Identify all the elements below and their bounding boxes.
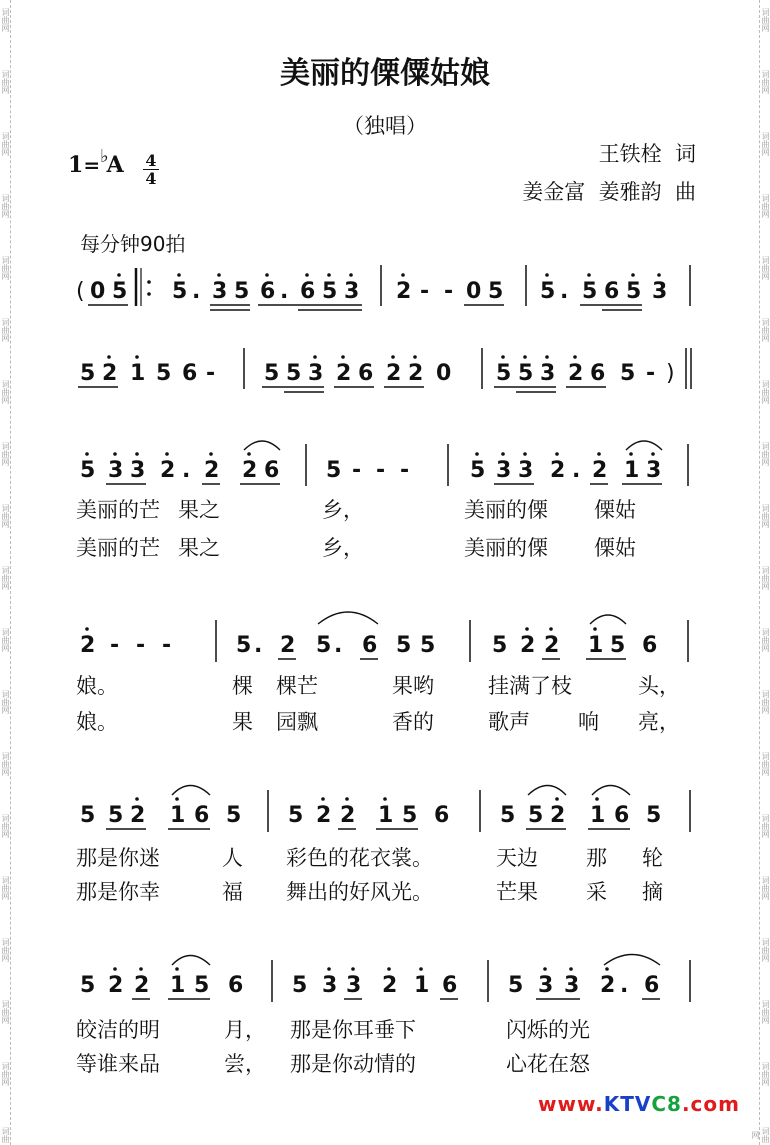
svg-text:1: 1 (130, 361, 146, 386)
lyric: 摘 (642, 880, 663, 904)
margin-watermark-text: 词曲网 (761, 442, 770, 466)
margin-watermark-text: 词曲网 (1, 318, 10, 342)
svg-text:-: - (444, 279, 454, 304)
lyric: 彩色的花衣裳。 (286, 846, 433, 870)
svg-text:5: 5 (108, 803, 124, 828)
margin-watermark-text: 词曲网 (761, 752, 770, 776)
lyric: 棵芒 (276, 674, 318, 698)
svg-text:6: 6 (300, 279, 316, 304)
svg-text:2: 2 (408, 361, 424, 386)
svg-text:2: 2 (600, 973, 616, 998)
lyricist-credit: 王铁栓 词 (598, 142, 696, 166)
svg-text:5: 5 (420, 633, 436, 658)
svg-text:5: 5 (492, 633, 508, 658)
meter-bottom: 4 (145, 169, 157, 188)
lyric: 挂满了枝 (488, 674, 572, 698)
svg-text:.: . (280, 279, 289, 304)
lyric: 园飘 (276, 710, 318, 734)
svg-text:): ) (666, 361, 675, 386)
score-row-3 (80, 441, 688, 486)
svg-text:2: 2 (340, 803, 356, 828)
svg-text:1: 1 (170, 803, 186, 828)
margin-watermark-text: 词曲网 (1, 132, 10, 156)
svg-text:5: 5 (518, 361, 534, 386)
margin-watermark-text: 词曲网 (761, 1062, 770, 1086)
svg-text:3: 3 (652, 279, 668, 304)
svg-text:2: 2 (316, 803, 332, 828)
margin-watermark-text: 词曲网 (761, 70, 770, 94)
margin-watermark-text: 词曲网 (1, 194, 10, 218)
lyric: 采 (586, 880, 607, 904)
score-row-2 (78, 348, 691, 392)
svg-text:5: 5 (620, 361, 636, 386)
svg-text:-: - (646, 361, 656, 386)
svg-text:5: 5 (288, 803, 304, 828)
svg-text:1: 1 (624, 458, 640, 483)
svg-text:-: - (206, 361, 216, 386)
svg-text:3: 3 (564, 973, 580, 998)
lyric: 歌声 (488, 710, 530, 734)
margin-watermark-text: 词曲网 (1, 442, 10, 466)
svg-text:3: 3 (212, 279, 228, 304)
lyric: 那是你幸 (76, 880, 160, 904)
svg-text:5: 5 (396, 633, 412, 658)
svg-text:3: 3 (646, 458, 662, 483)
svg-text:5: 5 (322, 279, 338, 304)
margin-watermark-text: 词曲网 (761, 8, 770, 32)
site-watermark: www.KTVC8.com (537, 1092, 740, 1116)
svg-text:2: 2 (550, 803, 566, 828)
svg-text:5: 5 (226, 803, 242, 828)
svg-text:5: 5 (286, 361, 302, 386)
svg-text:5: 5 (500, 803, 516, 828)
svg-text:2: 2 (130, 803, 146, 828)
lyric: 棵 (232, 674, 253, 698)
svg-text:6: 6 (590, 361, 606, 386)
svg-text:2: 2 (204, 458, 220, 483)
svg-text:-: - (110, 633, 120, 658)
svg-text:-: - (352, 458, 362, 483)
lyric: 娘。 (76, 710, 118, 734)
svg-text:1: 1 (414, 973, 430, 998)
lyric: 果之 (178, 536, 220, 560)
svg-text:5: 5 (316, 633, 332, 658)
svg-text:.: . (182, 458, 191, 483)
svg-text:-: - (400, 458, 410, 483)
svg-text:2: 2 (242, 458, 258, 483)
lyric: 等谁来品 (76, 1052, 160, 1076)
song-subtitle: （独唱） (343, 114, 427, 138)
margin-watermark-text: 词曲网 (761, 1000, 770, 1024)
margin-watermark-text: 词曲网 (751, 1126, 770, 1143)
svg-text:.: . (254, 633, 263, 658)
svg-text:5: 5 (610, 633, 626, 658)
margin-watermark-text: 词曲网 (1, 628, 10, 652)
lyric: 闪烁的光 (506, 1018, 590, 1042)
svg-text:3: 3 (108, 458, 124, 483)
lyric: 人 (222, 846, 243, 870)
lyric: 轮 (642, 846, 663, 870)
margin-watermark-text: 词曲网 (1, 504, 10, 528)
lyric: 美丽的芒 (76, 498, 160, 522)
margin-watermark-text: 词曲网 (1, 8, 10, 32)
lyric: 那 (586, 846, 607, 870)
svg-text:1: 1 (378, 803, 394, 828)
svg-text:5: 5 (470, 458, 486, 483)
svg-text:2: 2 (592, 458, 608, 483)
svg-text:6: 6 (358, 361, 374, 386)
svg-text:5: 5 (496, 361, 512, 386)
svg-text:6: 6 (194, 803, 210, 828)
svg-text:2: 2 (550, 458, 566, 483)
lyric: 美丽的芒 (76, 536, 160, 560)
svg-text:3: 3 (538, 973, 554, 998)
svg-text:0: 0 (90, 279, 106, 304)
lyric: 果之 (178, 498, 220, 522)
svg-text:2: 2 (386, 361, 402, 386)
svg-text:5: 5 (402, 803, 418, 828)
margin-watermark-text: 词曲网 (1, 1000, 10, 1024)
score-row-6 (80, 955, 690, 1003)
margin-watermark-text: 词曲网 (1, 70, 10, 94)
svg-text:3: 3 (346, 973, 362, 998)
svg-text:-: - (420, 279, 430, 304)
svg-text:5: 5 (172, 279, 188, 304)
svg-text:5: 5 (488, 279, 504, 304)
svg-text:.: . (572, 458, 581, 483)
svg-text:6: 6 (442, 973, 458, 998)
svg-text:5: 5 (326, 458, 342, 483)
meter-top: 4 (145, 151, 157, 170)
margin-watermark-text: 词曲网 (761, 194, 770, 218)
lyric: 那是你耳垂下 (290, 1018, 416, 1042)
margin-watermark-text: 词曲网 (1, 256, 10, 280)
svg-text:3: 3 (308, 361, 324, 386)
svg-text:2: 2 (336, 361, 352, 386)
svg-text:5: 5 (646, 803, 662, 828)
svg-text:3: 3 (344, 279, 360, 304)
svg-text:5: 5 (112, 279, 128, 304)
lyric: 亮， (638, 710, 680, 734)
svg-text:1: 1 (590, 803, 606, 828)
svg-text:6: 6 (604, 279, 620, 304)
margin-watermark-text: 词曲网 (1, 690, 10, 714)
svg-text:6: 6 (260, 279, 276, 304)
lyric: 皎洁的明 (76, 1018, 160, 1042)
lyric: 头， (638, 674, 680, 698)
svg-text:.: . (560, 279, 569, 304)
svg-text:5: 5 (80, 973, 96, 998)
svg-text:2: 2 (80, 633, 96, 658)
margin-watermark-text: 词曲 (1, 1126, 10, 1143)
svg-text:6: 6 (434, 803, 450, 828)
lyric: 乡， (322, 498, 364, 522)
svg-text:6: 6 (228, 973, 244, 998)
lyric: 那是你迷 (76, 846, 160, 870)
svg-text:5: 5 (264, 361, 280, 386)
svg-text:6: 6 (614, 803, 630, 828)
svg-text:5: 5 (626, 279, 642, 304)
svg-text:6: 6 (182, 361, 198, 386)
lyric: 心花在怒 (506, 1052, 590, 1076)
margin-watermark-text: 词曲网 (761, 938, 770, 962)
margin-watermark-text: 词曲网 (761, 690, 770, 714)
lyric: 舞出的好风光。 (286, 880, 433, 904)
lyric: 美丽的傈 (464, 536, 548, 560)
margin-watermark-text: 词曲网 (1, 380, 10, 404)
lyric: 福 (222, 880, 243, 904)
svg-text:2: 2 (108, 973, 124, 998)
song-title: 美丽的傈僳姑娘 (280, 56, 490, 91)
svg-text:3: 3 (518, 458, 534, 483)
lyric: 天边 (496, 846, 538, 870)
svg-text:2: 2 (134, 973, 150, 998)
margin-watermark-text: 词曲网 (1, 752, 10, 776)
composer-credit: 姜金富 姜雅韵 曲 (522, 180, 696, 204)
lyric: 乡， (322, 536, 364, 560)
svg-text:(: ( (76, 279, 85, 304)
svg-text:.: . (620, 973, 629, 998)
svg-text:5: 5 (508, 973, 524, 998)
lyric: 那是你动情的 (290, 1052, 416, 1076)
svg-text:3: 3 (540, 361, 556, 386)
svg-text:-: - (376, 458, 386, 483)
lyric: 果 (232, 710, 253, 734)
lyric: 傈姑 (594, 498, 636, 522)
lyric: 芒果 (496, 880, 538, 904)
svg-text:.: . (334, 633, 343, 658)
svg-text:5: 5 (80, 361, 96, 386)
svg-text:1: 1 (588, 633, 604, 658)
lyric: 响 (578, 710, 599, 734)
svg-text:-: - (162, 633, 172, 658)
score-row-1 (76, 265, 690, 310)
margin-watermark-text: 词曲网 (761, 504, 770, 528)
margin-watermark-text: 词曲网 (1, 1062, 10, 1086)
svg-text:3: 3 (130, 458, 146, 483)
svg-text:0: 0 (436, 361, 452, 386)
svg-text:1: 1 (170, 973, 186, 998)
lyric: 月， (224, 1018, 266, 1042)
margin-watermark-text: 词曲网 (761, 628, 770, 652)
lyric: 果哟 (392, 674, 434, 698)
margin-watermark-text: 词曲网 (761, 814, 770, 838)
lyric: 香的 (392, 710, 434, 734)
svg-text:5: 5 (236, 633, 252, 658)
svg-text:-: - (136, 633, 146, 658)
svg-text:2: 2 (544, 633, 560, 658)
svg-text:5: 5 (156, 361, 172, 386)
svg-text:2: 2 (102, 361, 118, 386)
score-row-4 (80, 612, 688, 662)
svg-text:5: 5 (194, 973, 210, 998)
svg-text:.: . (192, 279, 201, 304)
margin-watermark-text: 词曲网 (1, 938, 10, 962)
svg-text:5: 5 (80, 803, 96, 828)
lyric: 尝， (224, 1052, 266, 1076)
tempo-marking: 每分钟90拍 (80, 232, 186, 256)
svg-text:5: 5 (540, 279, 556, 304)
svg-text:5: 5 (528, 803, 544, 828)
margin-watermark-text: 词曲网 (761, 566, 770, 590)
svg-text:2: 2 (280, 633, 296, 658)
lyric: 美丽的傈 (464, 498, 548, 522)
svg-text:3: 3 (322, 973, 338, 998)
svg-text:5: 5 (80, 458, 96, 483)
svg-text:6: 6 (264, 458, 280, 483)
svg-text:6: 6 (362, 633, 378, 658)
margin-watermark-text: 词曲网 (761, 132, 770, 156)
score-row-5 (80, 786, 690, 833)
svg-text:2: 2 (520, 633, 536, 658)
margin-watermark-text: 词曲网 (1, 876, 10, 900)
margin-watermark-text: 词曲网 (761, 318, 770, 342)
lyric: 娘。 (76, 674, 118, 698)
svg-text:5: 5 (582, 279, 598, 304)
svg-text:5: 5 (234, 279, 250, 304)
svg-text:5: 5 (292, 973, 308, 998)
svg-text:2: 2 (160, 458, 176, 483)
margin-watermark-text: 词曲网 (761, 256, 770, 280)
svg-text:0: 0 (466, 279, 482, 304)
key-signature: 1=♭A (68, 146, 124, 178)
margin-watermark-text: 词曲网 (1, 814, 10, 838)
svg-text:2: 2 (396, 279, 412, 304)
margin-watermark-text: 词曲网 (1, 566, 10, 590)
svg-text:2: 2 (382, 973, 398, 998)
margin-watermark-text: 词曲网 (761, 380, 770, 404)
lyric: 傈姑 (594, 536, 636, 560)
svg-text:6: 6 (644, 973, 660, 998)
margin-watermark-text: 词曲网 (761, 876, 770, 900)
svg-text:3: 3 (496, 458, 512, 483)
svg-text:2: 2 (568, 361, 584, 386)
svg-text:6: 6 (642, 633, 658, 658)
